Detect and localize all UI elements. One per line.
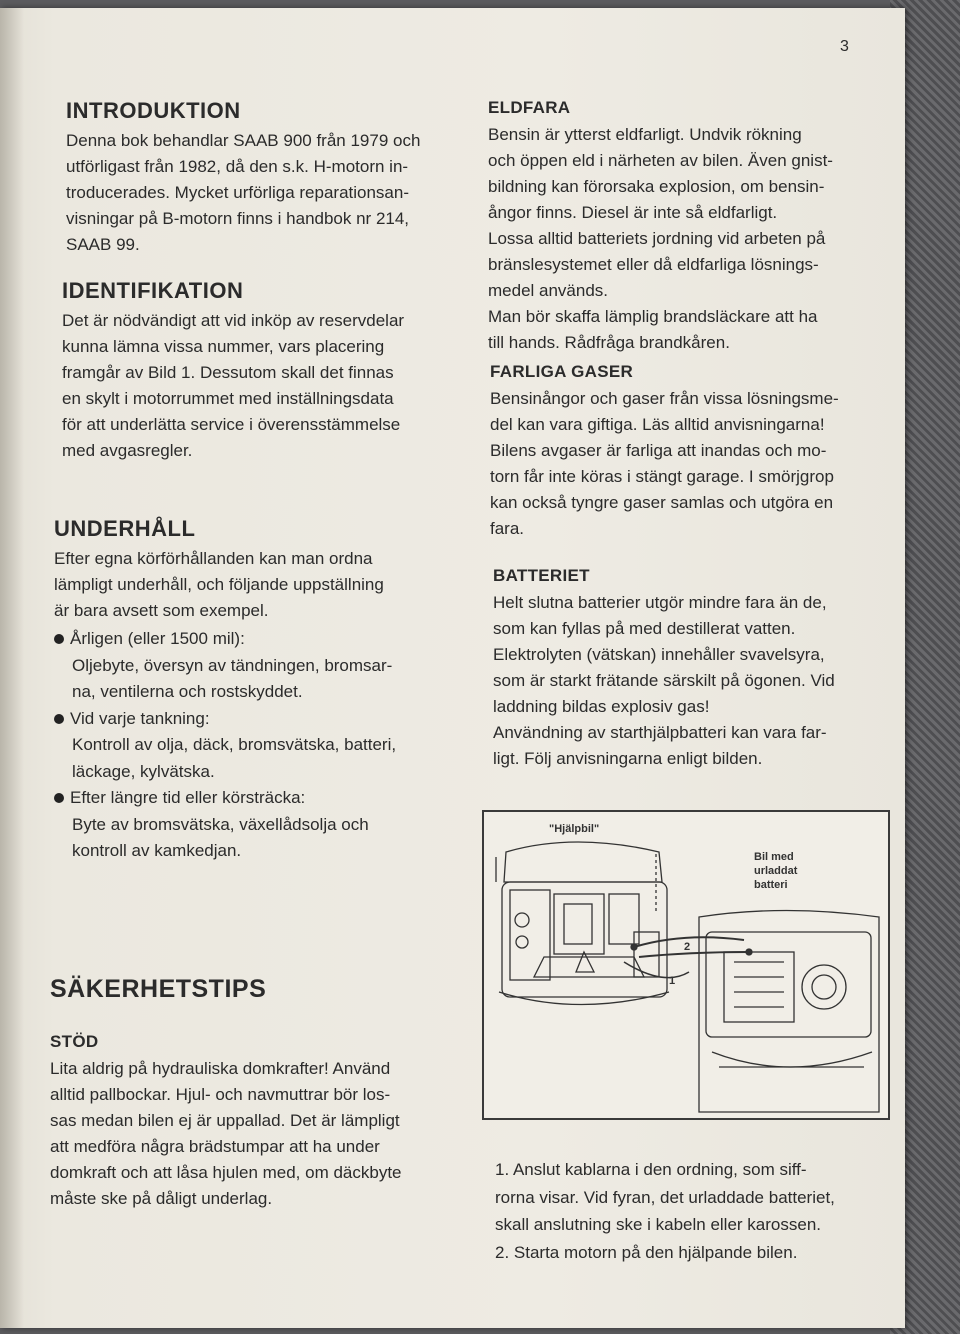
step-line: 2. Starta motorn på den hjälpande bilen. xyxy=(495,1242,798,1262)
text-line: Denna bok behandlar SAAB 900 från 1979 och xyxy=(66,131,421,150)
text-line: ångor finns. Diesel är inte så eldfarligt. xyxy=(488,203,778,222)
section-farliga-gaser xyxy=(488,362,883,542)
text-line: Lossa alltid batteriets jordning vid arbeten på xyxy=(488,229,826,248)
text-line: framgår av Bild 1. Dessutom skall det finnas xyxy=(62,363,394,382)
list-item xyxy=(54,706,445,786)
text-line: som är starkt frätande särskilt på ögonen. Vid xyxy=(493,671,835,690)
bullet-icon xyxy=(54,793,64,803)
text-line: medel används. xyxy=(488,281,609,300)
section-batteriet xyxy=(488,566,883,772)
left-column xyxy=(50,98,445,1230)
text-line: visningar på B-motorn finns i handbok nr 214, xyxy=(66,209,410,228)
text-line: Bensin är ytterst eldfarligt. Undvik rökning xyxy=(488,125,802,144)
text-line: Användning av starthjälpbatteri kan vara far- xyxy=(493,723,827,742)
figure-number-label: 2 xyxy=(684,941,691,953)
right-column xyxy=(488,98,883,790)
text-line: att medföra några brädstumpar att ha under xyxy=(50,1136,380,1156)
text-line: en skylt i motorrummet med inställningsdata xyxy=(62,389,394,408)
text-line: och öppen eld i närheten av bilen. Även gnist- xyxy=(488,151,833,170)
section-underhall xyxy=(50,516,445,865)
heading-farliga-gaser: FARLIGA GASER xyxy=(490,362,634,381)
text-line: till hands. Rådfråga brandkåren. xyxy=(488,333,730,352)
text-line: bildning kan förorsaka explosion, om bensin- xyxy=(488,177,825,196)
text-line: domkraft och att låsa hjulen med, om däckbyte xyxy=(50,1162,402,1182)
text-line: Man bör skaffa lämplig brandsläckare att ha xyxy=(488,307,818,326)
text-line: måste ske på dåligt underlag. xyxy=(50,1188,273,1208)
text-line: bränslesystemet eller då eldfarliga lösnings- xyxy=(488,255,819,274)
helper-car-label: "Hjälpbil" xyxy=(549,823,600,835)
text-line: laddning bildas explosiv gas! xyxy=(493,697,710,716)
section-introduktion xyxy=(50,98,445,258)
heading-eldfara: ELDFARA xyxy=(488,98,571,117)
disabled-car-label xyxy=(754,850,797,892)
disabled-car-label-line: Bil med xyxy=(754,851,794,863)
text-line: torn får inte köras i stängt garage. I smörjgrop xyxy=(490,467,834,486)
heading-stod: STÖD xyxy=(50,1031,99,1051)
text-line: ligt. Följ anvisningarna enligt bilden. xyxy=(493,749,763,768)
text-line: är bara avsett som exempel. xyxy=(54,601,269,620)
bullet-icon xyxy=(54,714,64,724)
text-line: alltid pallbockar. Hjul- och navmuttrar bör los- xyxy=(50,1084,391,1104)
heading-sakerhetstips: SÄKERHETSTIPS xyxy=(50,974,267,1003)
text-line: troducerades. Mycket urförliga reparationsan- xyxy=(66,183,409,202)
step-line: 1. Anslut kablarna i den ordning, som siff- xyxy=(495,1160,807,1179)
disabled-car-label-line: batteri xyxy=(754,879,788,891)
text-line: Helt slutna batterier utgör mindre fara än de, xyxy=(493,593,827,612)
text-line: för att underlätta service i överensstämmelse xyxy=(62,415,401,434)
disabled-car-label-line: urladdat xyxy=(754,865,798,877)
list-item-text: Byte av bromsvätska, växellådsolja och xyxy=(72,814,369,834)
text-line: Lita aldrig på hydrauliska domkrafter! Använd xyxy=(50,1058,391,1078)
text-line: SAAB 99. xyxy=(66,235,140,254)
list-item-text: Oljebyte, översyn av tändningen, bromsar- xyxy=(72,655,393,675)
list-item-label: Efter längre tid eller körsträcka: xyxy=(70,788,306,807)
text-line: Efter egna körförhållanden kan man ordna xyxy=(54,549,373,568)
heading-introduktion: INTRODUKTION xyxy=(66,98,241,123)
jump-start-illustration xyxy=(484,812,888,1118)
list-item xyxy=(54,626,445,706)
text-line: sas medan bilen ej är uppallad. Det är lämpligt xyxy=(50,1110,400,1130)
page-number: 3 xyxy=(840,38,849,55)
bullet-icon xyxy=(54,634,64,644)
list-item-text: na, ventilerna och rostskyddet. xyxy=(72,682,303,701)
text-line: som kan fyllas på med destillerat vatten. xyxy=(493,619,796,638)
text-line: med avgasregler. xyxy=(62,441,193,460)
step-line: skall anslutning ske i kabeln eller karossen. xyxy=(495,1215,822,1234)
heading-batteriet: BATTERIET xyxy=(493,566,590,585)
text-line: kan också tyngre gaser samlas och utgöra en xyxy=(490,493,834,512)
list-item-label: Årligen (eller 1500 mil): xyxy=(70,629,245,648)
text-line: lämpligt underhåll, och följande uppställning xyxy=(54,575,384,594)
jump-start-steps xyxy=(495,1156,890,1266)
text-line: del kan vara giftiga. Läs alltid anvisningarna! xyxy=(490,415,825,434)
maintenance-list xyxy=(54,626,445,865)
text-line: fara. xyxy=(490,519,525,538)
list-item-text: Kontroll av olja, däck, bromsvätska, batteri, xyxy=(72,735,397,754)
list-item-label: Vid varje tankning: xyxy=(70,708,210,728)
heading-identifikation: IDENTIFIKATION xyxy=(62,278,244,303)
heading-underhall: UNDERHÅLL xyxy=(54,516,196,541)
section-sakerhetstips xyxy=(50,975,445,1212)
page-spine-shadow xyxy=(0,8,24,1328)
jump-start-figure xyxy=(482,810,890,1120)
list-item xyxy=(54,785,445,865)
text-line: Elektrolyten (vätskan) innehåller svavelsyra, xyxy=(493,645,825,664)
list-item-text: läckage, kylvätska. xyxy=(72,761,215,781)
figure-number-label: 1 xyxy=(669,975,676,987)
section-eldfara xyxy=(488,98,883,356)
book-page xyxy=(0,8,905,1328)
text-line: Bilens avgaser är farliga att inandas och mo- xyxy=(490,441,827,460)
text-line: kunna lämna vissa nummer, vars placering xyxy=(62,337,385,356)
text-line: Bensinångor och gaser från vissa lösningsme- xyxy=(490,389,839,408)
step-line: rorna visar. Vid fyran, det urladdade batteriet, xyxy=(495,1187,835,1207)
section-identifikation xyxy=(50,278,445,464)
list-item-text: kontroll av kamkedjan. xyxy=(72,841,242,860)
text-line: Det är nödvändigt att vid inköp av reservdelar xyxy=(62,311,405,330)
text-line: utförligast från 1982, då den s.k. H-motorn in- xyxy=(66,157,409,176)
